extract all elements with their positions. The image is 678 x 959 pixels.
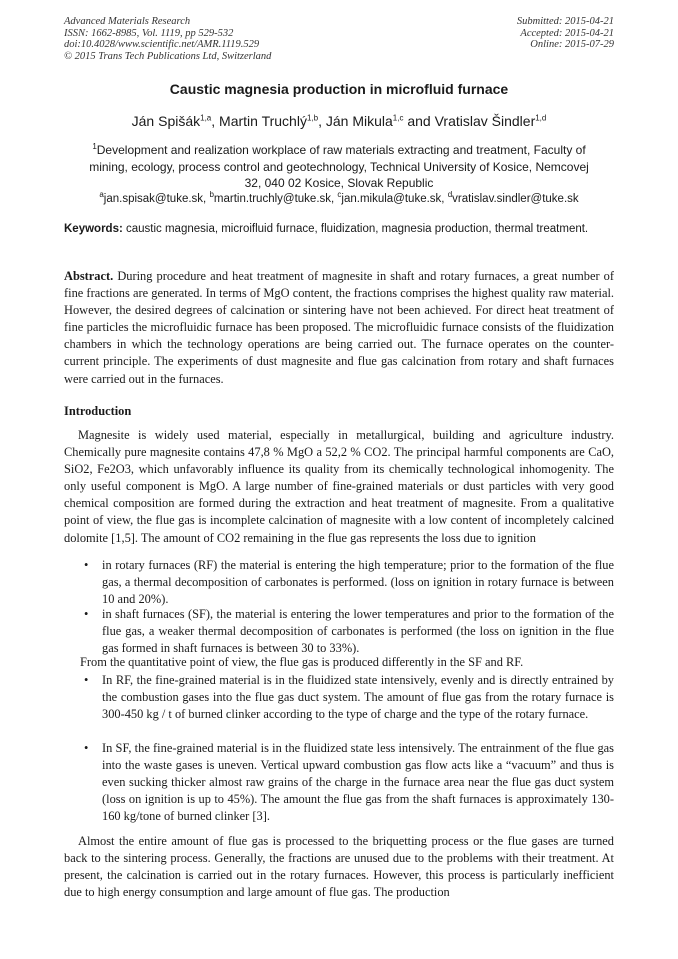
bullet-marker: • <box>84 607 89 621</box>
abstract <box>64 268 614 388</box>
intro-paragraph-3: Almost the entire amount of flue gas is processed to the briquetting process or the flue gases are turned back to the sintering process. Generally, the fractions are unused due to the problems with their treatment. At present, the calcination is carried out in the rotary furnaces. However, this process is particularly inefficient due to high energy consumption and large amount of flue gas. The production <box>64 834 614 900</box>
email-sup: b <box>209 190 214 199</box>
author-separator: , <box>318 113 326 129</box>
issn: ISSN: 1662-8985, Vol. 1119, pp 529-532 <box>64 27 234 39</box>
doi: doi:10.4028/www.scientific.net/AMR.1119.529 <box>64 39 260 51</box>
intro-paragraph-2: From the quantitative point of view, the flue gas is produced differently in the SF and RF. <box>80 655 524 669</box>
keywords-text: caustic magnesia, microifluid furnace, fluidization, magnesia production, thermal treatment. <box>122 223 589 235</box>
email-sup: a <box>99 190 104 199</box>
affiliation-text: Development and realization workplace of raw materials extracting and treatment, Faculty of mining, ecology, process control and geotechnology, Technical University of Kosice, Nemcovej 32, 040 02 Kosice, Slovak Republic <box>89 143 589 190</box>
paper-title: Caustic magnesia production in microfluid furnace <box>169 81 509 97</box>
bullet-marker: • <box>84 673 89 687</box>
author-sup: 1,a <box>200 113 212 123</box>
email-sup: c <box>337 190 342 199</box>
author-name: Ján Spišák <box>131 113 201 129</box>
affiliation <box>80 139 598 192</box>
author-name: Vratislav Šindler <box>434 113 536 129</box>
accepted-date: Accepted: 2015-04-21 <box>520 27 614 39</box>
bullet-marker: • <box>84 741 89 755</box>
copyright: © 2015 Trans Tech Publications Ltd, Switzerland <box>64 50 272 62</box>
author-sup: 1,b <box>306 113 319 123</box>
author-list <box>0 113 678 129</box>
bullet-marker: • <box>84 558 89 572</box>
author-separator: , <box>211 113 220 129</box>
abstract-text: During procedure and heat treatment of magnesite in shaft and rotary furnaces, a great number of fine fractions are generated. In terms of MgO content, the fractions comprises the highest quality raw material. However, the desired degrees of calcination or sintering have not been achieved. For direct heat treatment of fine particles the microfluidic furnace has been proposed. The microfluidic furnace consists of the fluidization chambers in which the technology operations are being carried out. The furnace operates on the counter-current principle. The experiments of dust magnesite and flue gas calcination from rotary and shaft furnaces were carried out in the furnaces. <box>64 269 614 386</box>
email-address[interactable]: vratislav.sindler@tuke.sk <box>452 192 579 205</box>
abstract-label: Abstract. <box>64 269 114 283</box>
author-sup: 1,c <box>392 113 404 123</box>
journal-info <box>64 16 271 62</box>
list-item: In SF, the fine-grained material is in the fluidized state less intensively. The entrainment of the flue gas into the waste gases is uneven. Vertical upward combustion gas flow acts like a “vacuum” and thus is even sucking thicker almost raw grains of the charge in the furnace area near the flue gas duct system (loss on ignition is up to 45%). The amount the flue gas from the shaft furnaces is approximately 130-160 kg/tone of burned clinker [3]. <box>102 741 614 824</box>
submitted-date: Submitted: 2015-04-21 <box>516 16 614 27</box>
journal-name: Advanced Materials Research <box>64 16 191 27</box>
email-address[interactable]: jan.mikula@tuke.sk <box>341 192 442 205</box>
author-name: Ján Mikula <box>325 113 393 129</box>
dates-info <box>517 16 614 51</box>
author-separator: and <box>403 113 435 129</box>
keywords-label: Keywords: <box>64 223 123 235</box>
list-item: In RF, the fine-grained material is in the fluidized state intensively, evenly and is directly entrained by the combustion gases into the flue gas duct system. The amount of flue gas from the rotary furnace is 300-450 kg / t of burned clinker according to the type of charge and the type of the rotary furnace. <box>102 673 614 722</box>
author-sup: 1,d <box>535 113 547 123</box>
email-sup: d <box>447 190 453 199</box>
intro-paragraph-1: Magnesite is widely used material, especially in metallurgical, building and agriculture industry. Chemically pure magnesite contains 47,8 % MgO a 52,2 % CO2. The principal harmful components are CaO, SiO2, Fe2O3, which unfavorably influence its quality from its chemically technological inhomogenity. The only useful component is MgO. A large number of fine-grained materials or dust particles with very good chemical composition are formed during the extraction and heat treatment of magnesite. From a qualitative point of view, the flue gas is incomplete calcination of magnesite with a low content of incompletely calcined dolomite [1,5]. The amount of CO2 remaining in the flue gas represents the loss due to ignition <box>64 428 614 545</box>
list-item: in rotary furnaces (RF) the material is entering the high temperature; prior to the formation of the flue gas, a thermal decomposition of carbonates is performed. (loss on ignition in rotary furnace is between 10 and 20%). <box>102 558 614 607</box>
email-list: $^a$jan.spisak@tuke.sk, $^b$martin.truchly@tuke.sk, $^c$jan.mikula@tuke.sk, $^d$vratislav.sindler@tuke.sk <box>99 190 579 205</box>
online-date: Online: 2015-07-29 <box>530 39 614 51</box>
email-address[interactable]: martin.truchly@tuke.sk <box>213 192 332 205</box>
list-item: in shaft furnaces (SF), the material is entering the lower temperatures and prior to the formation of the flue gas, a weaker thermal decomposition of carbonates is performed (the loss on ignition in the flue gas formed in shaft furnaces is between 30 to 33%). <box>102 607 614 656</box>
section-heading-introduction: Introduction <box>64 404 132 418</box>
email-address[interactable]: jan.spisak@tuke.sk <box>103 192 204 205</box>
affiliation-sup: 1 <box>92 142 97 151</box>
author-name: Martin Truchlý <box>219 113 307 129</box>
keywords <box>64 222 614 238</box>
